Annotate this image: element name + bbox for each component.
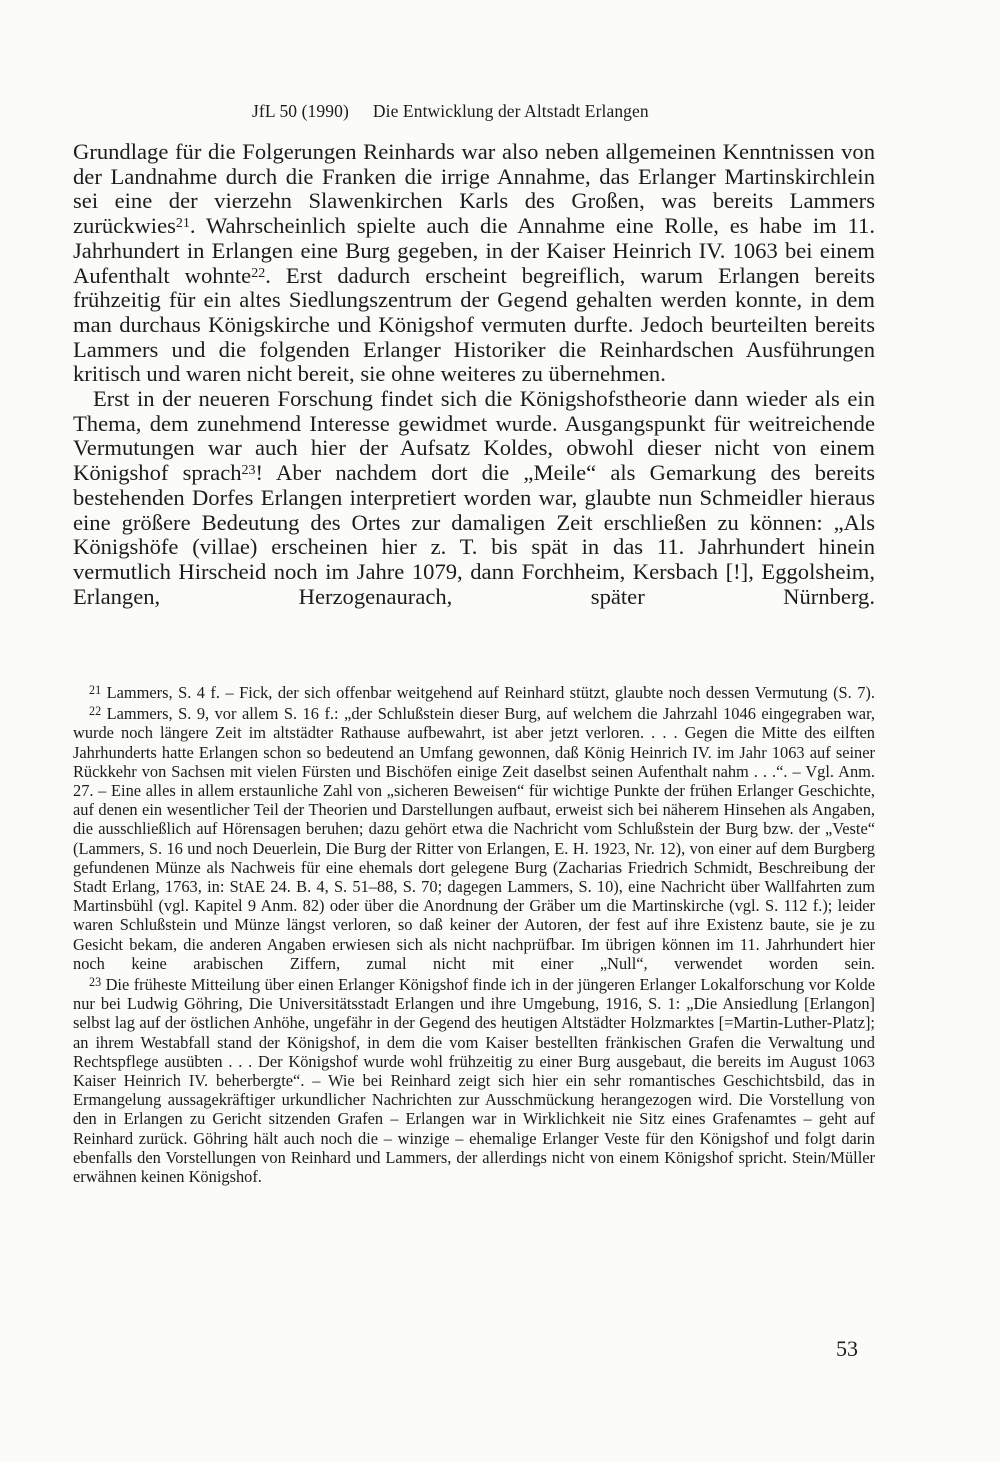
paragraph-1 bbox=[73, 140, 875, 387]
body-text bbox=[73, 140, 875, 609]
footnote-ref-22[interactable]: 22 bbox=[251, 265, 266, 281]
footnote-number: 23 bbox=[89, 974, 102, 989]
paragraph-2-part-b: ! Aber nachdem dort die „Meile“ als Gemarkung des bereits bestehenden Dorfes Erlangen interpretiert worden war, glaubte nun Schmeidler hieraus eine größere Bedeutung des Ortes zur damaligen Zeit erschließen zu können: „Als Königshöfe (villae) erscheinen hier z. T. bis spät in das 11. Jahrhundert hinein vermutlich Hirscheid noch im Jahre 1079, dann Forchheim, Kersbach [!], Eggolsheim, Erlangen, Herzogenaurach, später Nürnberg. bbox=[73, 460, 875, 609]
footnote-text: Die früheste Mitteilung über einen Erlanger Königshof finde ich in der jüngeren Erlanger Lokalforschung vor Kolde nur bei Ludwig Göhring, Die Universitätsstadt Erlangen und ihre Umgebung, 1916, S. 1: „Die Ansiedlung [Erlangon] selbst lag auf der östlichen Anhöhe, ungefähr in der Gegend des heutigen Altstädter Holzmarktes [=Martin-Luther-Platz]; an ihrem Westabfall stand der Königshof, in dem die vom Kaiser bestellten fränkischen Grafen die Verwaltung und Rechtspflege ausübten . . . Der Königshof wurde wohl frühzeitig zu einer Burg ausgebaut, die bereits im August 1063 Kaiser Heinrich IV. beherbergte“. – Wie bei Reinhard zeigt sich hier ein sehr romantisches Geschichtsbild, das in Ermangelung aussagekräftiger urkundlicher Nachrichten zur Ausschmückung herangezogen wird. Die Vorstellung von den in Erlangen zu Gericht sitzenden Grafen – Erlangen war in Wirklichkeit nie Sitz eines Grafenamtes – geht auf Reinhard zurück. Göhring hält auch noch die – winzige – ehemalige Erlanger Veste für den Königshof und folgt darin ebenfalls den Vorstellungen von Reinhard und Lammers, der allerdings nicht von einem Königshof spricht. Stein/Müller erwähnen keinen Königshof. bbox=[73, 975, 875, 1187]
footnote-text: Lammers, S. 4 f. – Fick, der sich offenbar weitgehend auf Reinhard stützt, glaubte noch dessen Vermutung (S. 7). bbox=[106, 683, 875, 702]
footnote-22 bbox=[73, 704, 875, 973]
article-title: Die Entwicklung der Altstadt Erlangen bbox=[372, 101, 649, 121]
footnote-number: 21 bbox=[89, 682, 102, 697]
paragraph-2-part-a: Erst in der neueren Forschung findet sich die Königshofstheorie dann wieder als ein Thema, dem zunehmend Interesse gewidmet wurde. Ausgangspunkt für weitreichende Vermutungen war auch hier der Aufsatz Koldes, obwohl dieser nicht von einem Königshof sprach bbox=[73, 386, 875, 486]
paragraph-1-part-c: . Erst dadurch erscheint begreiflich, warum Erlangen bereits frühzeitig für ein altes Siedlungszentrum der Gegend gehalten werden konnte, in dem man durchaus Königskirche und Königshof vermuten durfte. Jedoch beurteilten bereits Lammers und die folgenden Erlanger Historiker die Reinhardschen Ausführungen kritisch und waren nicht bereit, sie ohne weiteres zu übernehmen. bbox=[73, 262, 876, 387]
paragraph-1-part-a: Grundlage für die Folgerungen Reinhards war also neben allgemeinen Kenntnissen von der Landnahme durch die Franken die irrige Annahme, das Erlanger Martinskirchlein sei eine der vierzehn Slawenkirchen Karls des Großen, was bereits Lammers zurückwies bbox=[73, 139, 875, 239]
running-head bbox=[252, 101, 649, 122]
footnote-ref-21[interactable]: 21 bbox=[175, 216, 190, 232]
paragraph-1-part-b: . Wahrscheinlich spielte auch die Annahme eine Rolle, es habe im 11. Jahrhundert in Erlangen eine Burg gegeben, in der Kaiser Heinrich IV. 1063 bei einem Aufenthalt wohnte bbox=[73, 213, 875, 288]
footnote-ref-23[interactable]: 23 bbox=[241, 463, 256, 479]
footnote-number: 22 bbox=[89, 703, 102, 718]
paragraph-2 bbox=[73, 387, 875, 609]
footnote-21 bbox=[73, 683, 875, 702]
footnote-text: Lammers, S. 9, vor allem S. 16 f.: „der Schlußstein dieser Burg, auf welchem die Jahrzahl 1046 eingegraben war, wurde noch längere Zeit im altstädter Rathause aufbewahrt, ist aber jetzt verloren. . . . Gegen die Mitte des eilften Jahrhunderts hatte Erlangen schon so bedeutend an Umfang gewonnen, daß König Heinrich IV. im Jahr 1063 auf seiner Rückkehr von Sachsen mit vielen Fürsten und Bischöfen einige Zeit daselbst seinen Aufenthalt nahm . . .“. – Vgl. Anm. 27. – Eine alles in allem erstaunliche Zahl von „sicheren Beweisen“ für wichtige Punkte der frühen Erlanger Geschichte, auf denen ein wesentlicher Teil der Theorien und Darstellungen aufbaut, erweist sich bei näherem Hinsehen als Angaben, die ausschließlich auf Hörensagen beruhen; dazu gehört etwa die Nachricht vom Schlußstein der Burg bzw. der „Veste“ (Lammers, S. 16 und noch Deuerlein, Die Burg der Ritter von Erlangen, E. H. 1923, Nr. 12), von einer auf dem Burgberg gefundenen Münze als Nachweis für eine ehemals dort gelegene Burg (Zacharias Friedrich Schmidt, Beschreibung der Stadt Erlang, 1763, in: StAE 24. B. 4, S. 51–88, S. 70; dagegen Lammers, S. 10), eine Nachricht über Wallfahrten zum Martinsbühl (vgl. Kapitel 9 Anm. 82) oder über die Anordnung der Gräber um die Martinskirche (vgl. S. 112 f.); leider waren Schlußstein und Münze längst verloren, so daß keiner der Autoren, der fest auf ihre Existenz baute, sie je zu Gesicht bekam, die anderen Angaben erwiesen sich als nicht nachprüfbar. Im übrigen können im 11. Jahrhundert hier noch keine arabischen Ziffern, zumal nicht mit einer „Null“, verwendet worden sein. bbox=[73, 704, 875, 973]
journal-reference: JfL 50 (1990) bbox=[252, 101, 349, 121]
footnote-23 bbox=[73, 975, 875, 1186]
footnotes bbox=[73, 683, 875, 1188]
page-number: 53 bbox=[836, 1336, 858, 1361]
